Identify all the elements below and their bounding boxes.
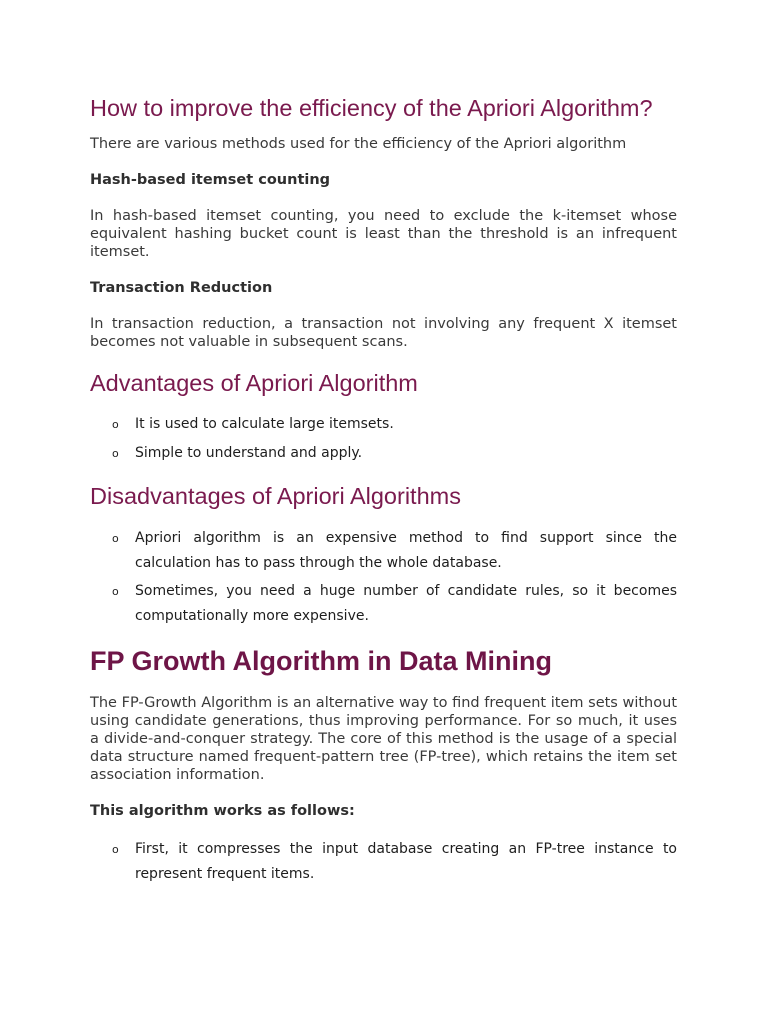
advantages-list [90, 412, 677, 466]
disadvantages-list [90, 526, 677, 629]
subheading-hash-based: Hash-based itemset counting [90, 172, 331, 189]
fp-growth-paragraph: The FP-Growth Algorithm is an alternative way to find frequent item sets without using candidate generations, thus improving performance. For so much, it uses a divide-and-conquer strategy. The core of this method is the usage of a special data structure named frequent-pattern tree (FP-tree), which retains the item set association information. [90, 694, 677, 783]
transaction-paragraph: In transaction reduction, a transaction not involving any frequent X itemset becomes not valuable in subsequent scans. [90, 316, 677, 351]
heading-fp-growth: FP Growth Algorithm in Data Mining [90, 645, 552, 676]
bullet-icon: o [112, 584, 119, 598]
list-item [90, 837, 677, 887]
list-item [90, 441, 677, 466]
bullet-icon: o [112, 418, 119, 432]
advantage-text: Simple to understand and apply. [135, 445, 363, 462]
subheading-works-as-follows: This algorithm works as follows: [90, 802, 355, 819]
disadvantage-text: Apriori algorithm is an expensive method to find support since the calculation has to pass through the whole database. [135, 529, 677, 571]
bullet-icon: o [112, 531, 119, 545]
heading-disadvantages: Disadvantages of Apriori Algorithms [90, 483, 461, 510]
list-item [90, 526, 677, 576]
list-item [90, 579, 677, 629]
list-item [90, 412, 677, 437]
intro-paragraph: There are various methods used for the efficiency of the Apriori algorithm [90, 136, 627, 153]
subheading-transaction-reduction: Transaction Reduction [90, 280, 273, 297]
fp-step-text: First, it compresses the input database creating an FP-tree instance to represent frequent items. [135, 840, 677, 882]
document-page [90, 90, 677, 887]
bullet-icon: o [112, 842, 119, 856]
advantage-text: It is used to calculate large itemsets. [135, 416, 394, 433]
hash-paragraph: In hash-based itemset counting, you need to exclude the k-itemset whose equivalent hashing bucket count is least than the threshold is an infrequent itemset. [90, 208, 677, 261]
fp-steps-list [90, 837, 677, 887]
heading-advantages: Advantages of Apriori Algorithm [90, 370, 418, 397]
disadvantage-text: Sometimes, you need a huge number of candidate rules, so it becomes computationally more expensive. [135, 582, 677, 624]
heading-improve-efficiency: How to improve the efficiency of the Apriori Algorithm? [90, 95, 653, 121]
bullet-icon: o [112, 447, 119, 461]
